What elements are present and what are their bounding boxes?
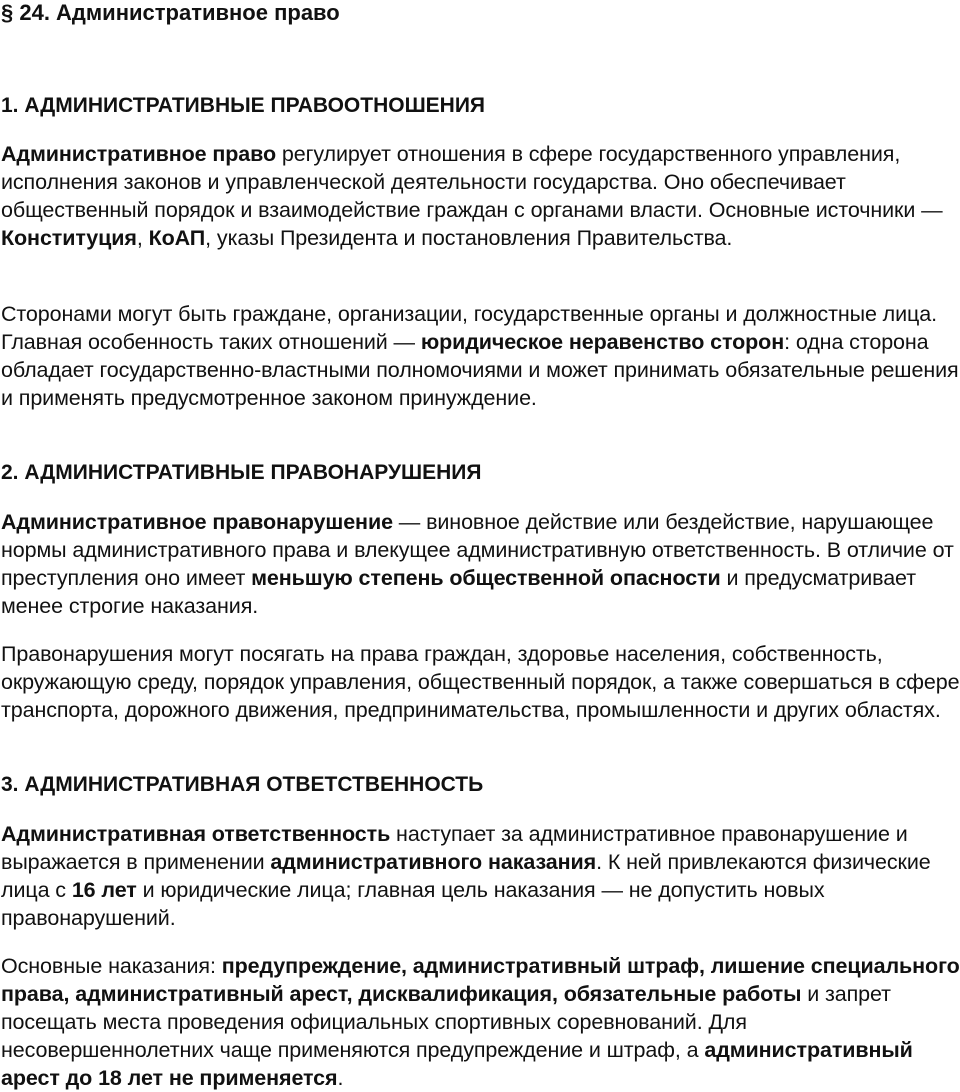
body-text: Сторонами могут быть граждане, организации, государственные органы и должностные лица. Главная особенность таких отношений — bbox=[1, 302, 937, 354]
body-text: : одна сторона обладает государственно-властными полномочиями и может принимать обязательные решения и применять предусмотренное законом принуждение. bbox=[1, 330, 959, 410]
body-text: Основные наказания: bbox=[1, 954, 222, 978]
body-text: наступает за административное правонарушение и выражается в применении bbox=[1, 822, 908, 874]
section-heading-2: 2. АДМИНИСТРАТИВНЫЕ ПРАВОНАРУШЕНИЯ bbox=[1, 461, 482, 484]
body-text: и юридические лица; главная цель наказания — не допустить новых правонарушений. bbox=[1, 878, 825, 930]
paragraph bbox=[1, 952, 960, 1092]
paragraph bbox=[1, 508, 960, 620]
body-text: — виновное действие или бездействие, нарушающее нормы административного права и влекущее административную ответственность. В отличие от преступления оно имеет bbox=[1, 510, 954, 590]
emphasis-text: КоАП bbox=[148, 226, 206, 250]
section-heading-1: 1. АДМИНИСТРАТИВНЫЕ ПРАВООТНОШЕНИЯ bbox=[1, 94, 486, 117]
emphasis-text: юридическое неравенство сторон bbox=[420, 330, 785, 354]
body-text: . bbox=[337, 1066, 344, 1090]
paragraph bbox=[1, 140, 960, 252]
emphasis-text: меньшую степень общественной опасности bbox=[251, 566, 721, 590]
paragraph bbox=[1, 300, 960, 412]
body-text: и запрет посещать места проведения официальных спортивных соревнований. Для несовершеннолетних чаще применяются предупреждение и штраф, а bbox=[1, 982, 891, 1062]
paragraph bbox=[1, 820, 960, 932]
emphasis-text: предупреждение, административный штраф, лишение специального права, административный арест, дисквалификация, обязательные работы bbox=[1, 954, 960, 1006]
emphasis-text: Конституция bbox=[1, 226, 137, 250]
emphasis-text: Административное право bbox=[1, 142, 277, 166]
page-title: § 24. Административное право bbox=[1, 0, 340, 25]
body-text: и предусматривает менее строгие наказания. bbox=[1, 566, 916, 618]
emphasis-text: административного наказания bbox=[270, 850, 597, 874]
body-text: регулирует отношения в сфере государственного управления, исполнения законов и управленческой деятельности государства. Оно обеспечивает общественный порядок и взаимодействие граждан с органами власти. Основные источники — bbox=[1, 142, 943, 222]
emphasis-text: административный арест до 18 лет не применяется bbox=[1, 1038, 913, 1090]
body-text: . К ней привлекаются физические лица с bbox=[1, 850, 931, 902]
emphasis-text: Административная ответственность bbox=[1, 822, 391, 846]
body-text: , bbox=[136, 226, 149, 250]
body-text: Правонарушения могут посягать на права граждан, здоровье населения, собственность, окружающую среду, порядок управления, общественный порядок, а также совершаться в сфере транспорта, дорожного движения, предпринимательства, промышленности и других областях. bbox=[1, 642, 960, 722]
paragraph bbox=[1, 640, 960, 724]
emphasis-text: 16 лет bbox=[71, 878, 137, 902]
section-heading-3: 3. АДМИНИСТРАТИВНАЯ ОТВЕТСТВЕННОСТЬ bbox=[1, 773, 484, 796]
body-text: , указы Президента и постановления Правительства. bbox=[205, 226, 733, 250]
emphasis-text: Административное правонарушение bbox=[1, 510, 393, 534]
